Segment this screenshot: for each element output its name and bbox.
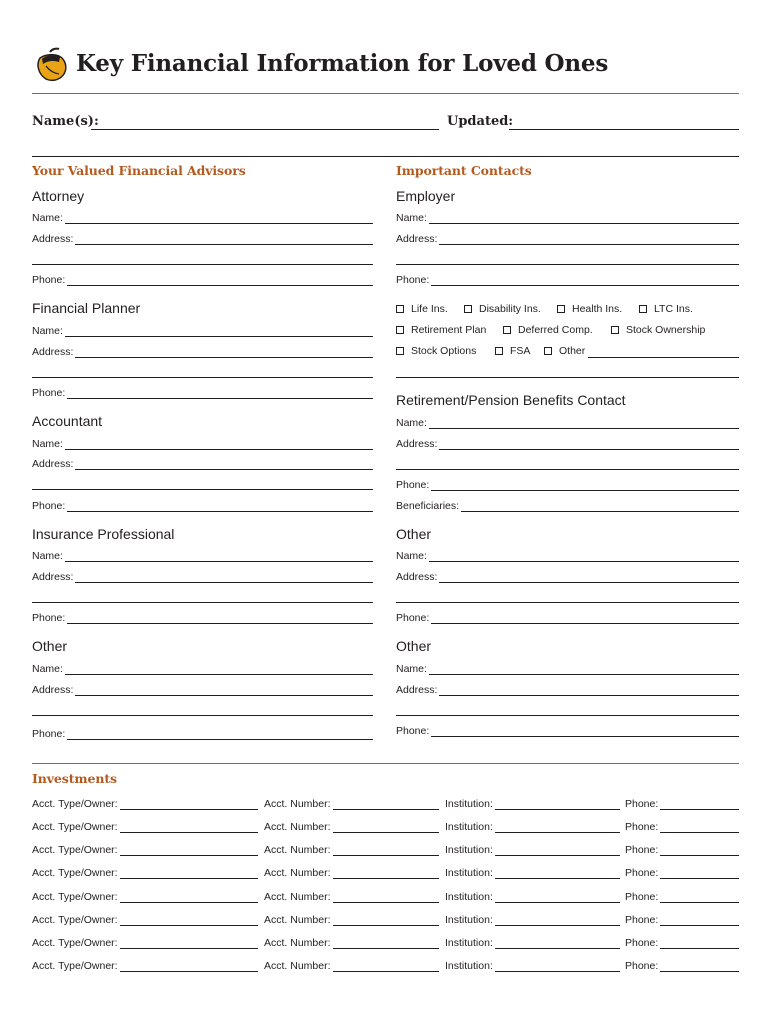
retirement-beneficiaries-field[interactable] bbox=[396, 498, 739, 512]
planner-title: Financial Planner bbox=[32, 300, 141, 316]
checkbox-label: Retirement Plan bbox=[411, 324, 487, 336]
field-label: Phone: bbox=[625, 867, 659, 879]
field-label: Phone: bbox=[625, 960, 659, 972]
fill-line[interactable] bbox=[333, 843, 439, 856]
checkbox-box[interactable] bbox=[611, 326, 619, 334]
advisor-other-title: Other bbox=[32, 638, 68, 654]
field-label: Acct. Type/Owner: bbox=[32, 937, 118, 949]
field-label: Acct. Type/Owner: bbox=[32, 867, 118, 879]
insurance-address-line2[interactable] bbox=[32, 602, 373, 603]
field-label: Phone: bbox=[32, 500, 66, 512]
fill-line[interactable] bbox=[120, 843, 258, 856]
employer-address-line2[interactable] bbox=[396, 264, 739, 265]
names-field[interactable] bbox=[91, 129, 439, 130]
institution-field[interactable] bbox=[445, 819, 620, 833]
field-label: Address: bbox=[396, 684, 438, 696]
fill-line[interactable] bbox=[333, 797, 439, 810]
fill-line[interactable] bbox=[120, 820, 258, 833]
field-label: Acct. Number: bbox=[264, 960, 331, 972]
checkbox-box[interactable] bbox=[503, 326, 511, 334]
field-label: Acct. Type/Owner: bbox=[32, 891, 118, 903]
acct-number-field[interactable] bbox=[264, 889, 439, 903]
fill-line[interactable] bbox=[120, 913, 258, 926]
retirement-phone-field[interactable] bbox=[396, 477, 739, 491]
accountant-phone-field[interactable] bbox=[32, 498, 373, 512]
checkbox-label: Other bbox=[559, 345, 586, 357]
phone-field[interactable] bbox=[625, 865, 739, 879]
field-label: Phone: bbox=[32, 612, 66, 624]
checkbox-box[interactable] bbox=[544, 347, 552, 355]
advisor-other-address-field[interactable] bbox=[32, 682, 373, 696]
field-label: Name: bbox=[32, 212, 63, 224]
checkbox-label: Stock Options bbox=[411, 345, 477, 357]
checkbox-box[interactable] bbox=[396, 326, 404, 334]
advisor-other-address-line2[interactable] bbox=[32, 715, 373, 716]
fill-line[interactable] bbox=[333, 820, 439, 833]
field-label: Institution: bbox=[445, 821, 493, 833]
field-label: Phone: bbox=[396, 612, 430, 624]
employer-address-field[interactable] bbox=[396, 231, 739, 245]
fill-line[interactable] bbox=[495, 936, 620, 949]
attorney-address-line2[interactable] bbox=[32, 264, 373, 265]
contact-other2-name-field[interactable] bbox=[396, 661, 739, 675]
field-label: Acct. Type/Owner: bbox=[32, 821, 118, 833]
contact-other2-address-field[interactable] bbox=[396, 682, 739, 696]
acct-number-field[interactable] bbox=[264, 958, 439, 972]
acct-number-field[interactable] bbox=[264, 865, 439, 879]
contact-other1-title: Other bbox=[396, 526, 432, 542]
field-label: Address: bbox=[32, 233, 74, 245]
checkbox-box[interactable] bbox=[557, 305, 565, 313]
investments-divider bbox=[32, 763, 739, 764]
field-label: Acct. Number: bbox=[264, 844, 331, 856]
field-label: Name: bbox=[32, 438, 63, 450]
attorney-name-field[interactable] bbox=[32, 210, 373, 224]
names-label: Name(s): bbox=[32, 114, 99, 129]
field-label: Acct. Type/Owner: bbox=[32, 798, 118, 810]
title-divider bbox=[32, 93, 739, 94]
field-label: Acct. Type/Owner: bbox=[32, 960, 118, 972]
field-label: Institution: bbox=[445, 867, 493, 879]
checkbox-label: Deferred Comp. bbox=[518, 324, 593, 336]
acct-number-field[interactable] bbox=[264, 935, 439, 949]
employer-title: Employer bbox=[396, 188, 456, 204]
field-label: Phone: bbox=[396, 725, 430, 737]
field-label: Address: bbox=[32, 571, 74, 583]
fill-line[interactable] bbox=[495, 890, 620, 903]
fill-line[interactable] bbox=[660, 959, 739, 972]
checkbox-box[interactable] bbox=[495, 347, 503, 355]
institution-field[interactable] bbox=[445, 865, 620, 879]
investments-section-title: Investments bbox=[32, 771, 117, 786]
field-label: Acct. Number: bbox=[264, 798, 331, 810]
contact-other2-address-line2[interactable] bbox=[396, 715, 739, 716]
checkbox-label: Health Ins. bbox=[572, 303, 623, 315]
field-label: Phone: bbox=[625, 891, 659, 903]
phone-field[interactable] bbox=[625, 842, 739, 856]
phone-field[interactable] bbox=[625, 819, 739, 833]
institution-field[interactable] bbox=[445, 912, 620, 926]
fill-line[interactable] bbox=[120, 959, 258, 972]
acct-number-field[interactable] bbox=[264, 842, 439, 856]
checkbox-box[interactable] bbox=[464, 305, 472, 313]
insurance-title: Insurance Professional bbox=[32, 526, 175, 542]
field-label: Address: bbox=[396, 571, 438, 583]
field-label: Phone: bbox=[625, 821, 659, 833]
contacts-section-title: Important Contacts bbox=[396, 163, 532, 178]
life-ins-checkbox[interactable] bbox=[396, 302, 448, 316]
field-label: Acct. Type/Owner: bbox=[32, 844, 118, 856]
acct-type-owner-field[interactable] bbox=[32, 819, 258, 833]
fill-line[interactable] bbox=[495, 913, 620, 926]
field-label: Address: bbox=[396, 233, 438, 245]
advisor-other-phone-field[interactable] bbox=[32, 726, 373, 740]
field-label: Acct. Number: bbox=[264, 914, 331, 926]
other-benefit-line[interactable] bbox=[588, 345, 739, 358]
attorney-title: Attorney bbox=[32, 188, 85, 204]
field-label: Beneficiaries: bbox=[396, 500, 460, 512]
institution-field[interactable] bbox=[445, 958, 620, 972]
retirement-name-field[interactable] bbox=[396, 415, 739, 429]
fill-line[interactable] bbox=[495, 820, 620, 833]
updated-field[interactable] bbox=[509, 129, 739, 130]
checkbox-label: Stock Ownership bbox=[626, 324, 706, 336]
employer-name-field[interactable] bbox=[396, 210, 739, 224]
checkbox-label: Life Ins. bbox=[411, 303, 448, 315]
field-label: Institution: bbox=[445, 914, 493, 926]
field-label: Name: bbox=[396, 212, 427, 224]
fill-line[interactable] bbox=[333, 866, 439, 879]
field-label: Phone: bbox=[32, 387, 66, 399]
fill-line[interactable] bbox=[120, 890, 258, 903]
health-ins-checkbox[interactable] bbox=[557, 302, 622, 316]
field-label: Institution: bbox=[445, 844, 493, 856]
planner-phone-field[interactable] bbox=[32, 385, 373, 399]
checkbox-label: Disability Ins. bbox=[479, 303, 541, 315]
fill-line[interactable] bbox=[120, 797, 258, 810]
attorney-address-field[interactable] bbox=[32, 231, 373, 245]
contact-other1-address-field[interactable] bbox=[396, 569, 739, 583]
field-label: Phone: bbox=[396, 274, 430, 286]
phone-field[interactable] bbox=[625, 796, 739, 810]
fill-line[interactable] bbox=[495, 797, 620, 810]
fill-line[interactable] bbox=[660, 936, 739, 949]
fill-line[interactable] bbox=[495, 843, 620, 856]
fill-line[interactable] bbox=[333, 959, 439, 972]
field-label: Phone: bbox=[625, 798, 659, 810]
employer-phone-field[interactable] bbox=[396, 272, 739, 286]
fill-line[interactable] bbox=[660, 820, 739, 833]
contact-other1-address-line2[interactable] bbox=[396, 602, 739, 603]
fill-line[interactable] bbox=[120, 866, 258, 879]
field-label: Phone: bbox=[625, 937, 659, 949]
field-label: Phone: bbox=[32, 274, 66, 286]
institution-field[interactable] bbox=[445, 935, 620, 949]
fill-line[interactable] bbox=[495, 959, 620, 972]
contact-other2-title: Other bbox=[396, 638, 432, 654]
acct-number-field[interactable] bbox=[264, 796, 439, 810]
updated-label: Updated: bbox=[447, 114, 514, 129]
checkbox-box[interactable] bbox=[396, 347, 404, 355]
stock-options-checkbox[interactable] bbox=[396, 344, 476, 358]
acct-type-owner-field[interactable] bbox=[32, 889, 258, 903]
field-label: Name: bbox=[32, 325, 63, 337]
checkbox-label: FSA bbox=[510, 345, 531, 357]
advisors-section-title: Your Valued Financial Advisors bbox=[32, 163, 246, 178]
contact-other1-name-field[interactable] bbox=[396, 548, 739, 562]
benefits-extra-line[interactable] bbox=[396, 377, 739, 378]
field-label: Institution: bbox=[445, 937, 493, 949]
field-label: Phone: bbox=[32, 728, 66, 740]
phone-field[interactable] bbox=[625, 889, 739, 903]
stock-ownership-checkbox[interactable] bbox=[611, 323, 705, 337]
fill-line[interactable] bbox=[660, 913, 739, 926]
field-label: Address: bbox=[396, 438, 438, 450]
insurance-name-field[interactable] bbox=[32, 548, 373, 562]
retirement-plan-checkbox[interactable] bbox=[396, 323, 486, 337]
field-label: Phone: bbox=[625, 844, 659, 856]
institution-field[interactable] bbox=[445, 842, 620, 856]
fill-line[interactable] bbox=[660, 797, 739, 810]
checkbox-label: LTC Ins. bbox=[654, 303, 693, 315]
fill-line[interactable] bbox=[333, 936, 439, 949]
institution-field[interactable] bbox=[445, 796, 620, 810]
acct-type-owner-field[interactable] bbox=[32, 958, 258, 972]
accountant-address-field[interactable] bbox=[32, 456, 373, 470]
field-label: Name: bbox=[32, 663, 63, 675]
field-label: Name: bbox=[396, 663, 427, 675]
phone-field[interactable] bbox=[625, 958, 739, 972]
fill-line[interactable] bbox=[660, 866, 739, 879]
contact-other1-phone-field[interactable] bbox=[396, 610, 739, 624]
contact-other2-phone-field[interactable] bbox=[396, 723, 739, 737]
acct-type-owner-field[interactable] bbox=[32, 912, 258, 926]
acct-number-field[interactable] bbox=[264, 912, 439, 926]
field-label: Institution: bbox=[445, 891, 493, 903]
fill-line[interactable] bbox=[333, 890, 439, 903]
ltc-ins-checkbox[interactable] bbox=[639, 302, 693, 316]
phone-field[interactable] bbox=[625, 935, 739, 949]
field-label: Name: bbox=[32, 550, 63, 562]
insurance-address-field[interactable] bbox=[32, 569, 373, 583]
accountant-title: Accountant bbox=[32, 413, 103, 429]
fill-line[interactable] bbox=[333, 913, 439, 926]
field-label: Institution: bbox=[445, 960, 493, 972]
field-label: Phone: bbox=[396, 479, 430, 491]
field-label: Name: bbox=[396, 550, 427, 562]
insurance-phone-field[interactable] bbox=[32, 610, 373, 624]
field-label: Phone: bbox=[625, 914, 659, 926]
other-benefit-checkbox[interactable] bbox=[544, 344, 739, 358]
field-label: Address: bbox=[32, 458, 74, 470]
acct-type-owner-field[interactable] bbox=[32, 865, 258, 879]
fill-line[interactable] bbox=[660, 843, 739, 856]
field-label: Acct. Number: bbox=[264, 891, 331, 903]
acct-number-field[interactable] bbox=[264, 819, 439, 833]
checkbox-box[interactable] bbox=[639, 305, 647, 313]
planner-address-field[interactable] bbox=[32, 344, 373, 358]
phone-field[interactable] bbox=[625, 912, 739, 926]
acct-type-owner-field[interactable] bbox=[32, 796, 258, 810]
acct-type-owner-field[interactable] bbox=[32, 842, 258, 856]
fill-line[interactable] bbox=[120, 936, 258, 949]
header-divider bbox=[32, 156, 739, 157]
field-label: Acct. Number: bbox=[264, 937, 331, 949]
accountant-name-field[interactable] bbox=[32, 436, 373, 450]
institution-field[interactable] bbox=[445, 889, 620, 903]
field-label: Acct. Number: bbox=[264, 821, 331, 833]
acorn-logo-icon bbox=[32, 44, 72, 84]
retirement-contact-title: Retirement/Pension Benefits Contact bbox=[396, 392, 626, 408]
field-label: Acct. Type/Owner: bbox=[32, 914, 118, 926]
planner-name-field[interactable] bbox=[32, 323, 373, 337]
fill-line[interactable] bbox=[660, 890, 739, 903]
acct-type-owner-field[interactable] bbox=[32, 935, 258, 949]
planner-address-line2[interactable] bbox=[32, 377, 373, 378]
field-label: Address: bbox=[32, 684, 74, 696]
fill-line[interactable] bbox=[495, 866, 620, 879]
checkbox-box[interactable] bbox=[396, 305, 404, 313]
disability-ins-checkbox[interactable] bbox=[464, 302, 541, 316]
retirement-address-line2[interactable] bbox=[396, 469, 739, 470]
advisor-other-name-field[interactable] bbox=[32, 661, 373, 675]
field-label: Institution: bbox=[445, 798, 493, 810]
field-label: Address: bbox=[32, 346, 74, 358]
accountant-address-line2[interactable] bbox=[32, 489, 373, 490]
retirement-address-field[interactable] bbox=[396, 436, 739, 450]
page-title: Key Financial Information for Loved Ones bbox=[76, 50, 609, 77]
fsa-checkbox[interactable] bbox=[495, 344, 530, 358]
attorney-phone-field[interactable] bbox=[32, 272, 373, 286]
field-label: Acct. Number: bbox=[264, 867, 331, 879]
field-label: Name: bbox=[396, 417, 427, 429]
deferred-comp-checkbox[interactable] bbox=[503, 323, 593, 337]
